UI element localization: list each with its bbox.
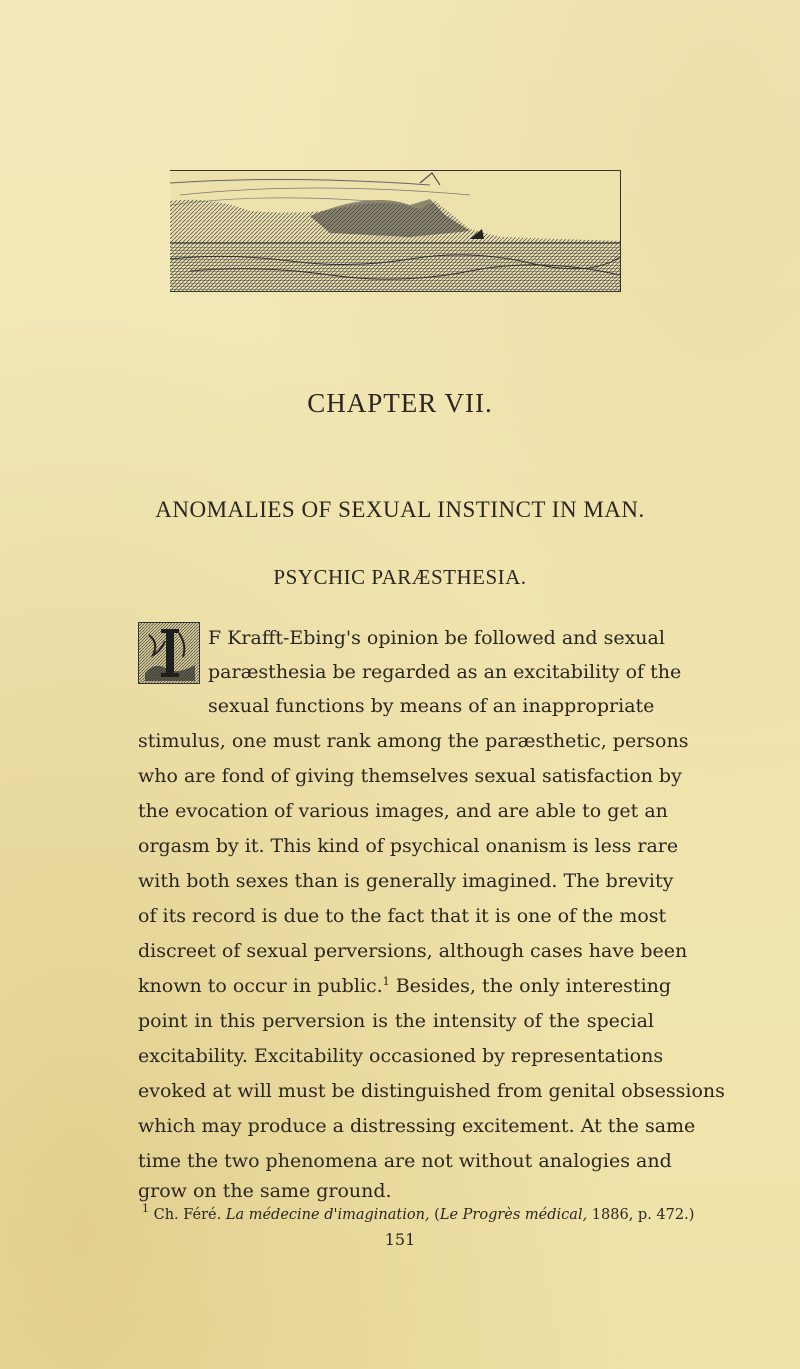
body-line-10: discreet of sexual perversions, although cases have been <box>138 940 688 962</box>
body-line-5: who are fond of giving themselves sexual satisfaction by <box>138 765 682 787</box>
footnote <box>142 1202 695 1223</box>
body-line-2: paræsthesia be regarded as an excitability of the <box>208 661 682 683</box>
body-line-11 <box>138 975 672 997</box>
body-line-11-tail: Besides, the only interesting <box>389 975 672 997</box>
body-line-15: which may produce a distressing excitement. At the same <box>138 1115 696 1137</box>
ornamental-drop-cap-i <box>138 622 200 684</box>
chapter-title: ANOMALIES OF SEXUAL INSTINCT IN MAN. <box>155 497 645 522</box>
body-line-16: time the two phenomena are not without analogies and <box>138 1150 672 1172</box>
footnote-author: Ch. Féré. <box>149 1207 226 1223</box>
footnote-work: La médecine d'imagination, <box>225 1207 430 1223</box>
body-line-7: orgasm by it. This kind of psychical onanism is less rare <box>138 835 679 857</box>
body-line-4: stimulus, one must rank among the paræsthetic, persons <box>138 730 689 752</box>
footnote-paren: ( <box>429 1207 440 1223</box>
body-line-9: of its record is due to the fact that it is one of the most <box>138 905 667 927</box>
chapter-heading: CHAPTER VII. <box>307 388 493 418</box>
body-line-14: evoked at will must be distinguished from genital obsessions <box>138 1080 725 1102</box>
body-line-6: the evocation of various images, and are able to get an <box>138 800 668 822</box>
footnote-journal: Le Progrès médical, <box>439 1207 588 1223</box>
body-line-11-text: known to occur in public. <box>138 975 383 997</box>
footnote-details: 1886, p. 472.) <box>587 1207 695 1223</box>
body-line-13: excitability. Excitability occasioned by representations <box>138 1045 664 1067</box>
body-line-1: F Krafft-Ebing's opinion be followed and sexual <box>208 627 665 649</box>
body-line-17: grow on the same ground. <box>138 1180 392 1202</box>
page-number: 151 <box>384 1230 416 1249</box>
body-line-12: point in this perversion is the intensity of the special <box>138 1010 654 1032</box>
footnote-marker: 1 <box>142 1202 149 1215</box>
body-line-3: sexual functions by means of an inappropriate <box>208 695 655 717</box>
section-subtitle: PSYCHIC PARÆSTHESIA. <box>273 565 527 589</box>
body-line-8: with both sexes than is generally imagined. The brevity <box>138 870 674 892</box>
footnote-reference: 1 <box>382 975 390 988</box>
seascape-headpiece-engraving <box>170 170 621 292</box>
